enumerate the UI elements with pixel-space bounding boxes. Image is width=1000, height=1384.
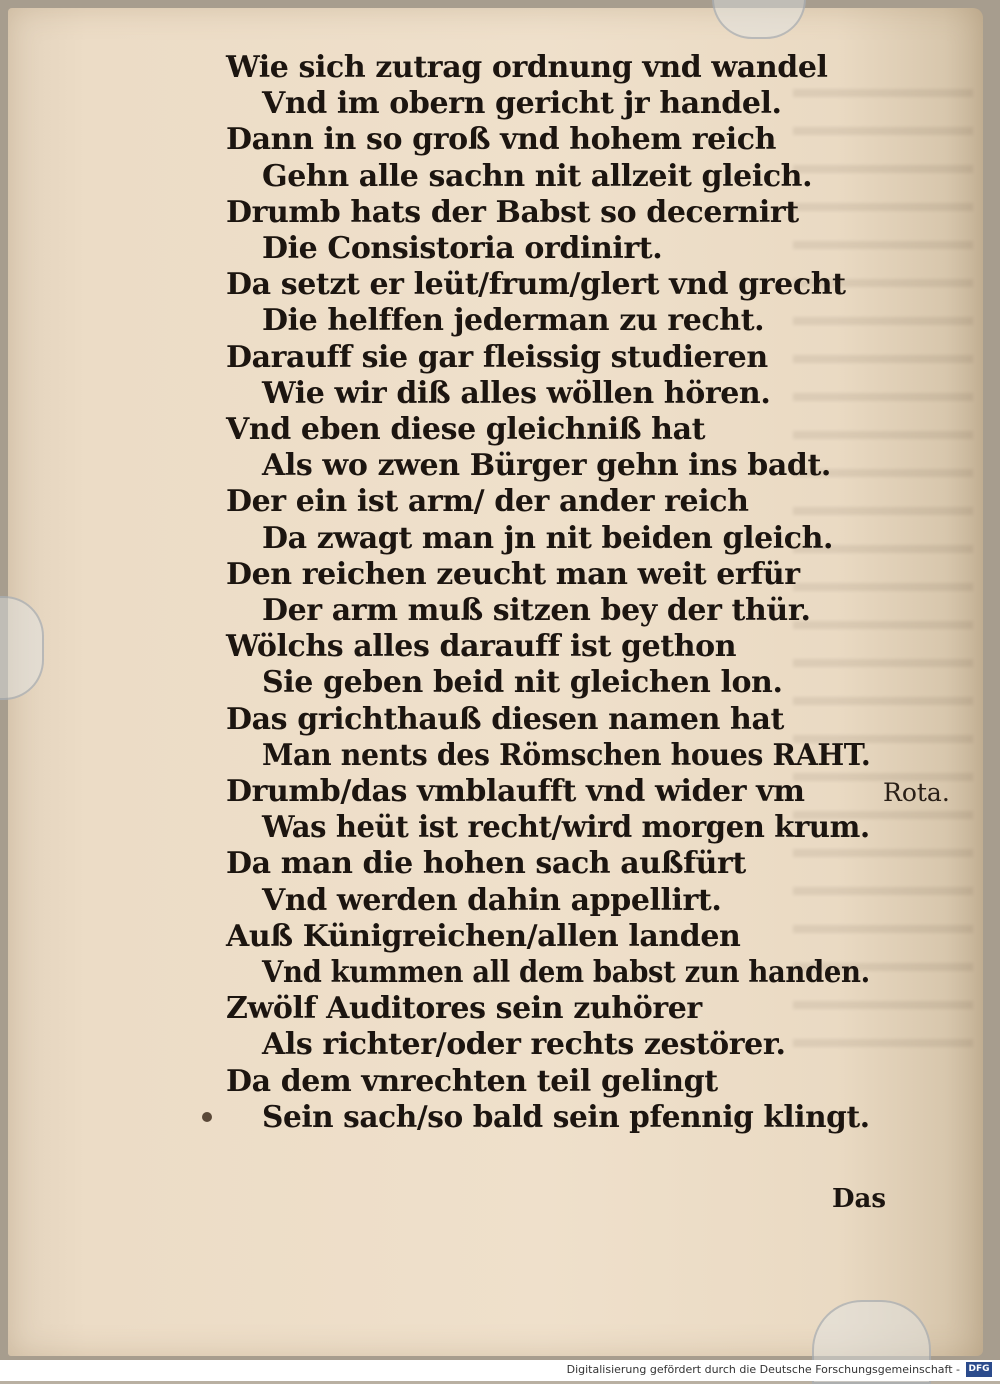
verse-line: Wie sich zutrag ordnung vnd wandel: [226, 50, 828, 85]
verse-line: Drumb hats der Babst so decernirt: [226, 194, 799, 230]
verse-line: Als wo zwen Bürger gehn ins badt.: [262, 448, 831, 484]
verse-line: Wölchs alles darauff ist gethon: [226, 629, 737, 665]
margin-note: Rota.: [883, 778, 950, 807]
verse-line: Man nents des Römschen houes RAHT.: [262, 737, 871, 773]
catchword: Das: [832, 1184, 887, 1214]
show-through-text: [793, 63, 973, 1063]
verse-line: Auß Künigreichen/allen landen: [226, 918, 741, 954]
funding-notice: Digitalisierung gefördert durch die Deutsche Forschungsgemeinschaft -: [566, 1363, 960, 1376]
verse-line: Das grichthauß diesen namen hat: [226, 701, 784, 737]
verse-line: Als richter/oder rechts zestörer.: [262, 1027, 786, 1063]
verse-line: Die helffen jederman zu recht.: [262, 303, 765, 339]
verse-line: Da dem vnrechten teil gelingt: [226, 1063, 718, 1099]
verse-line: Vnd werden dahin appellirt.: [262, 882, 722, 918]
verse-line: Drumb/das vmblaufft vnd wider vm: [226, 774, 805, 809]
verse-line: Den reichen zeucht man weit erfür: [226, 556, 800, 592]
verse-line: Der ein ist arm/ der ander reich: [226, 484, 749, 520]
verse-line: Zwölf Auditores sein zuhörer: [226, 991, 702, 1027]
verse-line: Wie wir diß alles wöllen hören.: [262, 375, 771, 411]
verse-line: Da zwagt man jn nit beiden gleich.: [262, 520, 834, 556]
verse-line: Vnd kummen all dem babst zun handen.: [262, 955, 870, 990]
dfg-logo-icon: DFG: [966, 1362, 992, 1377]
verse-line: Darauff sie gar fleissig studieren: [226, 339, 768, 375]
verse-line: Was heüt ist recht/wird morgen krum.: [262, 810, 870, 846]
verse-line: Sein sach/so bald sein pfennig klingt.: [262, 1099, 870, 1135]
verse-line: Der arm muß sitzen bey der thür.: [262, 593, 811, 628]
verse-line: Vnd eben diese gleichniß hat: [226, 412, 706, 447]
ink-spot: [202, 1112, 212, 1122]
verse-line: Die Consistoria ordinirt.: [262, 231, 663, 266]
footer-bar: [0, 1360, 1000, 1381]
verse-line: Da man die hohen sach außfürt: [226, 846, 746, 882]
verse-line: Gehn alle sachn nit allzeit gleich.: [262, 158, 813, 194]
verse-line: Vnd im obern gericht jr handel.: [262, 86, 782, 122]
verse-line: Dann in so groß vnd hohem reich: [226, 122, 777, 158]
verse-line: Sie geben beid nit gleichen lon.: [262, 665, 783, 701]
verse-line: Da setzt er leüt/frum/glert vnd grecht: [226, 267, 846, 303]
